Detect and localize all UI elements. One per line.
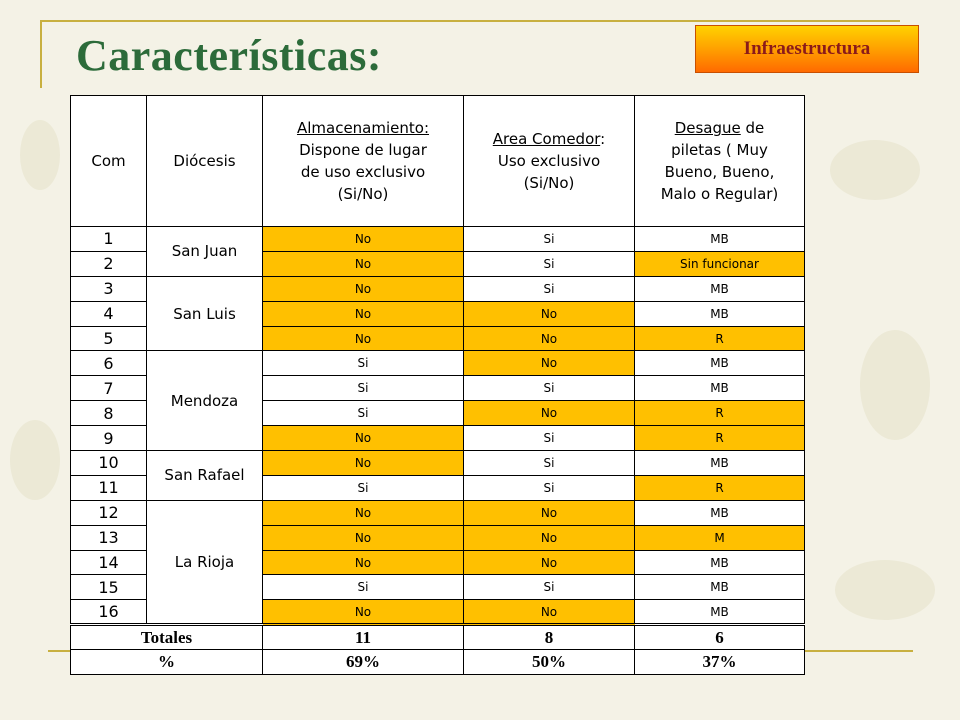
cell-desague: MB <box>635 227 805 252</box>
cell-almacenamiento: No <box>263 600 464 625</box>
cell-comedor: Si <box>464 575 635 600</box>
header-com: Com <box>71 96 147 227</box>
cell-comedor: Si <box>464 227 635 252</box>
cell-comedor: No <box>464 600 635 625</box>
cell-com: 3 <box>71 276 147 301</box>
cell-desague: MB <box>635 575 805 600</box>
table-row <box>71 500 805 525</box>
cell-com: 7 <box>71 376 147 401</box>
cell-com: 13 <box>71 525 147 550</box>
cell-comedor: No <box>464 500 635 525</box>
cell-almacenamiento: No <box>263 251 464 276</box>
cell-com: 11 <box>71 475 147 500</box>
data-table <box>70 95 805 675</box>
cell-com: 9 <box>71 426 147 451</box>
percent-label: % <box>71 650 263 675</box>
percent-almacenamiento: 69% <box>263 650 464 675</box>
cell-comedor: Si <box>464 426 635 451</box>
table-row <box>71 227 805 252</box>
frame-line-left <box>40 20 42 88</box>
cell-comedor: Si <box>464 376 635 401</box>
header-almacenamiento: Almacenamiento: Dispone de lugar de uso exclusivo (Si/No) <box>263 96 464 227</box>
totals-row <box>71 625 805 650</box>
cell-desague: R <box>635 326 805 351</box>
table-header-row <box>71 96 805 227</box>
cell-desague: MB <box>635 351 805 376</box>
cell-diocesis: San Juan <box>147 227 263 277</box>
cell-comedor: No <box>464 351 635 376</box>
header-diocesis: Diócesis <box>147 96 263 227</box>
header-desague: Desague de piletas ( Muy Bueno, Bueno, Malo o Regular) <box>635 96 805 227</box>
section-badge: Infraestructura <box>695 25 919 73</box>
cell-comedor: No <box>464 326 635 351</box>
totals-label: Totales <box>71 625 263 650</box>
cell-com: 16 <box>71 600 147 625</box>
cell-almacenamiento: No <box>263 525 464 550</box>
cell-comedor: Si <box>464 276 635 301</box>
cell-diocesis: La Rioja <box>147 500 263 624</box>
cell-desague: MB <box>635 550 805 575</box>
cell-com: 4 <box>71 301 147 326</box>
cell-comedor: No <box>464 401 635 426</box>
cell-com: 2 <box>71 251 147 276</box>
header-area-comedor: Area Comedor: Uso exclusivo (Si/No) <box>464 96 635 227</box>
cell-almacenamiento: No <box>263 451 464 476</box>
cell-desague: R <box>635 475 805 500</box>
cell-almacenamiento: Si <box>263 575 464 600</box>
cell-almacenamiento: No <box>263 326 464 351</box>
cell-almacenamiento: No <box>263 276 464 301</box>
totals-comedor: 8 <box>464 625 635 650</box>
cell-com: 10 <box>71 451 147 476</box>
cell-desague: R <box>635 426 805 451</box>
cell-com: 14 <box>71 550 147 575</box>
cell-desague: MB <box>635 301 805 326</box>
table-row <box>71 451 805 476</box>
cell-diocesis: San Luis <box>147 276 263 351</box>
cell-desague: MB <box>635 376 805 401</box>
cell-almacenamiento: No <box>263 426 464 451</box>
cell-diocesis: Mendoza <box>147 351 263 451</box>
percent-desague: 37% <box>635 650 805 675</box>
cell-com: 12 <box>71 500 147 525</box>
cell-almacenamiento: Si <box>263 376 464 401</box>
table-row <box>71 276 805 301</box>
totals-almacenamiento: 11 <box>263 625 464 650</box>
bg-texture <box>830 140 920 200</box>
frame-line-top <box>40 20 900 22</box>
cell-almacenamiento: Si <box>263 351 464 376</box>
cell-com: 15 <box>71 575 147 600</box>
cell-com: 6 <box>71 351 147 376</box>
cell-almacenamiento: No <box>263 301 464 326</box>
cell-com: 8 <box>71 401 147 426</box>
cell-com: 5 <box>71 326 147 351</box>
cell-com: 1 <box>71 227 147 252</box>
cell-comedor: Si <box>464 475 635 500</box>
cell-comedor: No <box>464 301 635 326</box>
cell-comedor: No <box>464 550 635 575</box>
cell-almacenamiento: No <box>263 500 464 525</box>
bg-texture <box>835 560 935 620</box>
cell-almacenamiento: Si <box>263 401 464 426</box>
cell-comedor: No <box>464 525 635 550</box>
cell-desague: Sin funcionar <box>635 251 805 276</box>
bg-texture <box>20 120 60 190</box>
page-title: Características: <box>76 31 383 80</box>
table-row <box>71 351 805 376</box>
cell-almacenamiento: No <box>263 227 464 252</box>
bg-texture <box>10 420 60 500</box>
cell-almacenamiento: Si <box>263 475 464 500</box>
cell-comedor: Si <box>464 451 635 476</box>
cell-desague: MB <box>635 500 805 525</box>
cell-desague: MB <box>635 600 805 625</box>
cell-desague: MB <box>635 276 805 301</box>
percent-comedor: 50% <box>464 650 635 675</box>
bg-texture <box>860 330 930 440</box>
cell-diocesis: San Rafael <box>147 451 263 501</box>
cell-desague: R <box>635 401 805 426</box>
cell-desague: MB <box>635 451 805 476</box>
cell-desague: M <box>635 525 805 550</box>
cell-almacenamiento: No <box>263 550 464 575</box>
totals-desague: 6 <box>635 625 805 650</box>
percent-row <box>71 650 805 675</box>
cell-comedor: Si <box>464 251 635 276</box>
